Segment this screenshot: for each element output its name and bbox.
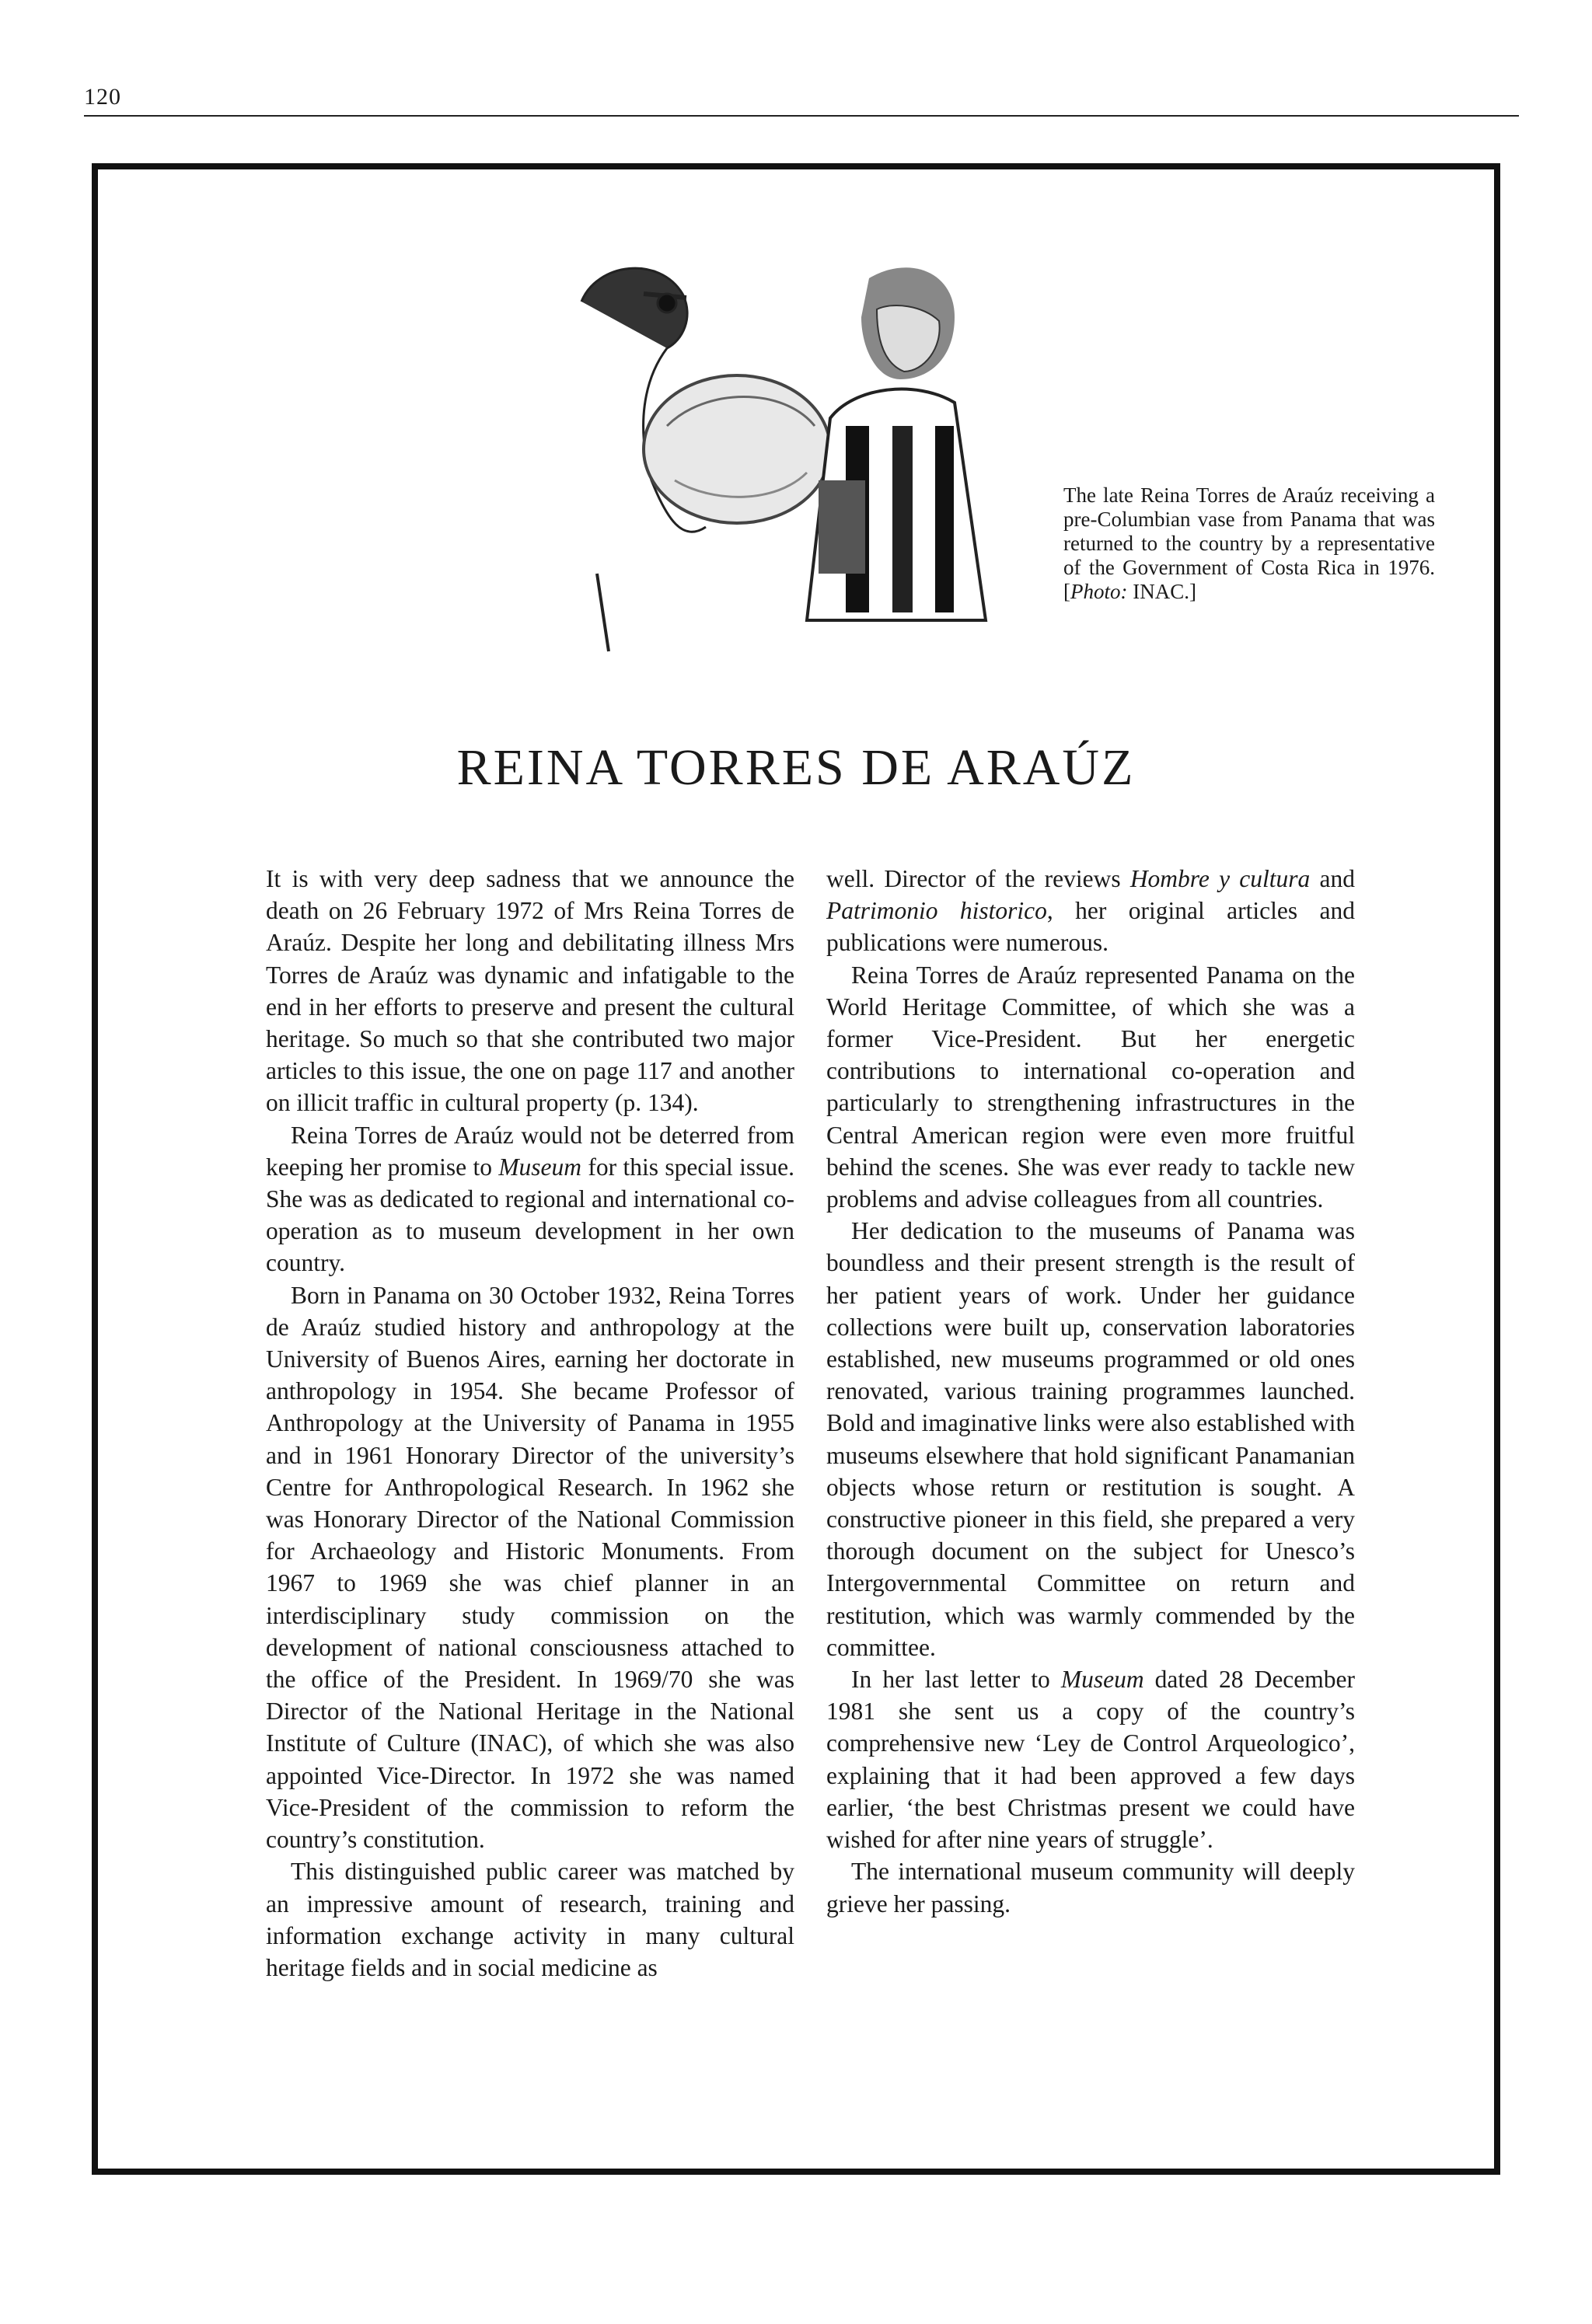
review-title: Patrimonio historico <box>826 897 1047 925</box>
photo-caption <box>1063 483 1435 604</box>
paragraph <box>266 1119 794 1279</box>
photo-vase <box>644 375 830 523</box>
left-column <box>266 863 794 1984</box>
paragraph: Her dedication to the museums of Panama was boundless and their present strength is the result of her patient years of work. Under her guidance collections were built up, conservation laboratories established, new museums programmed or old ones renovated, various training programmes launched. Bold and imaginative links were also established with museums elsewhere that hold significant Panamanian objects whose return or restitution is sought. A constructive pioneer in this field, she prepared a very thorough document on the subject for Unesco’s Intergovernmental Committee on return and restitution, which was warmly commended by the committee. <box>826 1217 1355 1661</box>
paragraph-text: , her original articles and publications were numerous. <box>826 897 1355 957</box>
paragraph: Reina Torres de Araúz represented Panama on the World Heritage Committee, of which she was a former Vice-President. But her energetic contributions to international co-operation and particularly to strengthening infrastructures in the Central American region were even more fruitful behind the scenes. She was ever ready to tackle new problems and advise colleagues from all countries. <box>826 961 1355 1213</box>
paragraph: Born in Panama on 30 October 1932, Reina Torres de Araúz studied history and anthropology at the University of Buenos Aires, earning her doctorate in anthropology in 1954. She became Professor of Anthropology at the University of Panama in 1955 and in 1961 Honorary Director of the university’s Centre for Anthropological Research. In 1962 she was Honorary Director of the National Commission for Archaeology and Historic Monuments. From 1967 to 1969 she was chief planner in an interdisciplinary study commission on the development of national consciousness attached to the office of the President. In 1969/70 she was Director of the National Heritage in the National Institute of Culture (INAC), of which she was also appointed Vice-Director. In 1972 she was named Vice-President of the commission to reform the country’s constitution. <box>266 1281 794 1854</box>
paragraph-text: well. Director of the reviews <box>826 865 1130 892</box>
review-title: Hombre y cultura <box>1129 865 1311 892</box>
header-rule <box>84 115 1519 117</box>
paragraph: This distinguished public career was matched by an impressive amount of research, training and information exchange activity in many cultural heritage fields and in social medicine as <box>266 1858 794 1981</box>
caption-credit: INAC.] <box>1127 580 1196 603</box>
caption-text: The late Reina Torres de Araúz receiving a pre-Columbian vase from Panama that was returned to the country by a representative of the Government of Costa Rica in 1976. [ <box>1063 483 1435 603</box>
paragraph-text: for this special issue. She was as dedicated to regional and international co-operation as to museum development in her own country. <box>266 1153 795 1277</box>
paragraph <box>826 1663 1355 1855</box>
caption-photo-label: Photo: <box>1070 580 1128 603</box>
photo-woman <box>807 267 986 620</box>
paragraph-text: and <box>1310 865 1355 892</box>
paragraph <box>826 863 1355 959</box>
paragraph: The international museum community will deeply grieve her passing. <box>826 1858 1355 1917</box>
photo-image <box>550 247 1040 682</box>
journal-name: Museum <box>1060 1666 1144 1694</box>
paragraph-text: In her last letter to <box>851 1666 1061 1694</box>
journal-name: Museum <box>498 1153 582 1181</box>
paragraph-text: Reina Torres de Araúz would not be deterred from keeping her promise to <box>266 1121 794 1181</box>
paragraph-text: dated 28 December 1981 she sent us a copy of the country’s comprehensive new ‘Ley de Control Arqueologico’, explaining that it had been approved a few days earlier, ‘the best Christmas present we could have wished for after nine years of struggle’. <box>826 1666 1355 1854</box>
right-column <box>826 863 1355 1920</box>
article-title: REINA TORRES DE ARAÚZ <box>456 739 1136 796</box>
page-number: 120 <box>84 84 121 110</box>
paragraph: It is with very deep sadness that we announce the death on 26 February 1972 of Mrs Reina Torres de Araúz. Despite her long and debilitating illness Mrs Torres de Araúz was dynamic and infatigable to the end in her efforts to preserve and present the cultural heritage. So much so that she contributed two major articles to this issue, the one on page 117 and another on illicit traffic in cultural property (p. 134). <box>266 865 794 1117</box>
